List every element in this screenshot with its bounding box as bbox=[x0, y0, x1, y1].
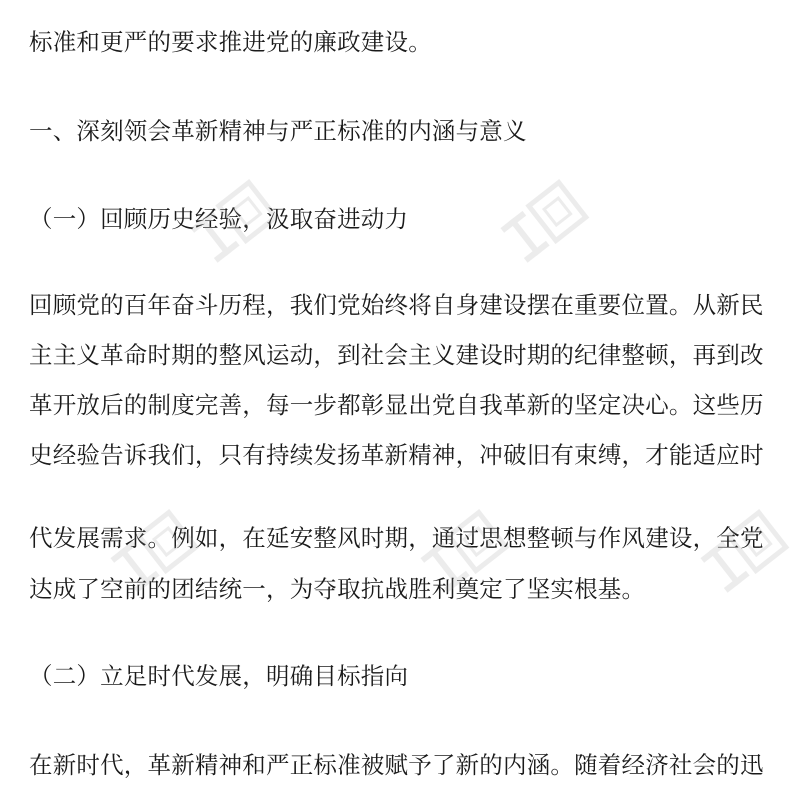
paragraph-line: 代发展需求。例如，在延安整风时期，通过思想整顿与作风建设，全党 bbox=[29, 524, 764, 552]
section-heading: 一、深刻领会革新精神与严正标准的内涵与意义 bbox=[29, 117, 527, 145]
paragraph-line: 主主义革命时期的整风运动，到社会主义建设时期的纪律整顿，再到改 bbox=[29, 341, 764, 369]
paragraph-continuation: 标准和更严的要求推进党的廉政建设。 bbox=[29, 28, 432, 56]
paragraph-line: 达成了空前的团结统一，为夺取抗战胜利奠定了坚实根基。 bbox=[29, 575, 646, 603]
subsection-heading-1: （一）回顾历史经验，汲取奋进动力 bbox=[29, 205, 409, 233]
paragraph-line: 革开放后的制度完善，每一步都彰显出党自我革新的坚定决心。这些历 bbox=[29, 391, 764, 419]
paragraph-line: 在新时代，革新精神和严正标准被赋予了新的内涵。随着经济社会的迅 bbox=[29, 751, 764, 779]
subsection-heading-2: （二）立足时代发展，明确目标指向 bbox=[29, 662, 409, 690]
paragraph-line: 回顾党的百年奋斗历程，我们党始终将自身建设摆在重要位置。从新民 bbox=[29, 291, 764, 319]
paragraph-line: 史经验告诉我们，只有持续发扬革新精神，冲破旧有束缚，才能适应时 bbox=[29, 441, 764, 469]
